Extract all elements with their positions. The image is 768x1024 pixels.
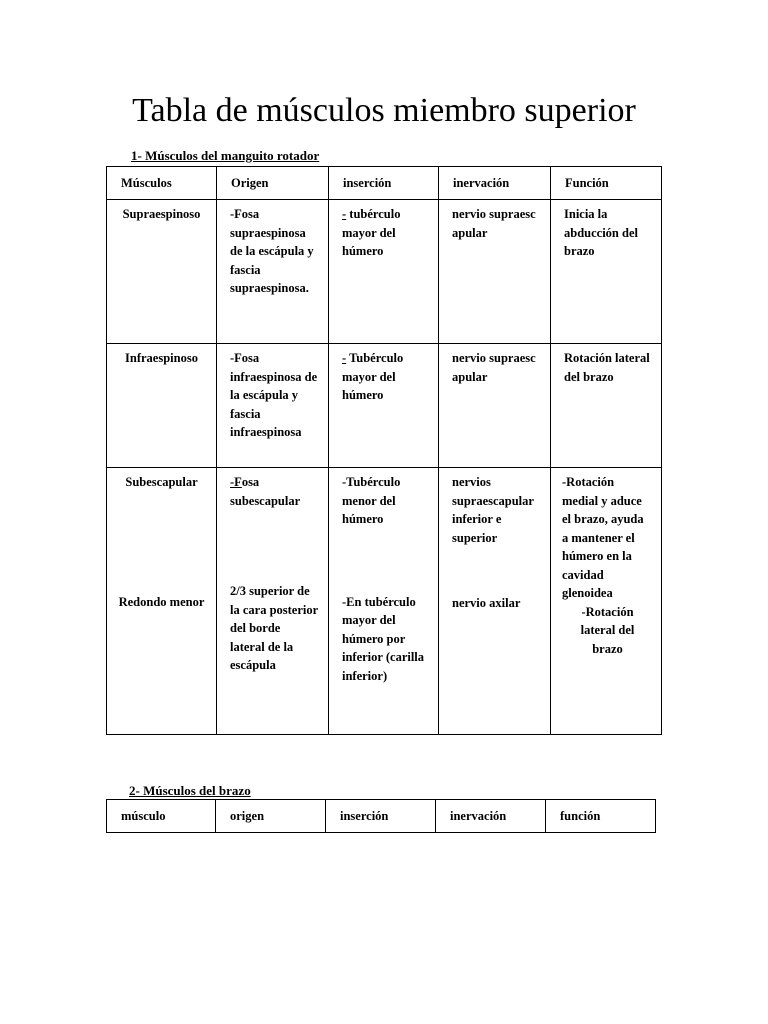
muscle-name: Infraespinoso bbox=[107, 344, 217, 468]
muscle-name: Redondo menor bbox=[118, 594, 205, 609]
column-header: inervación bbox=[439, 167, 551, 200]
column-header: músculo bbox=[107, 800, 216, 833]
insertion-redondo-menor: -En tubérculo mayor del húmero por inferior (carilla inferior) bbox=[342, 594, 425, 683]
muscle-name: Subescapular bbox=[125, 475, 198, 489]
insertion-cell bbox=[329, 468, 439, 735]
rotator-cuff-table bbox=[106, 166, 662, 735]
muscle-name-cell bbox=[107, 468, 217, 735]
section-2-heading: 2- Músculos del brazo bbox=[129, 783, 251, 798]
insertion-subescapular: -Tubérculo menor del húmero bbox=[342, 475, 401, 526]
origin-cell: -Fosa infraespinosa de la escápula y fascia infraespinosa bbox=[217, 344, 329, 468]
column-header: origen bbox=[216, 800, 326, 833]
function-subescapular: -Rotación medial y aduce el brazo, ayuda a mantener el húmero en la cavidad glenoidea bbox=[562, 475, 644, 600]
function-cell: Inicia la abducción del brazo bbox=[551, 200, 662, 344]
function-cell bbox=[551, 468, 662, 735]
origin-subescapular bbox=[230, 473, 318, 510]
origin-cell bbox=[217, 468, 329, 735]
origin-underlined: -F bbox=[230, 475, 242, 489]
innervation-redondo-menor: nervio axilar bbox=[452, 596, 521, 610]
table-row bbox=[107, 468, 662, 735]
function-redondo-menor: -Rotación lateral del brazo bbox=[580, 604, 635, 656]
column-header: inserción bbox=[329, 167, 439, 200]
insertion-dash: - bbox=[342, 207, 347, 221]
origin-cell: -Fosa supraespinosa de la escápula y fascia supraespinosa. bbox=[217, 200, 329, 344]
innervation-cell bbox=[439, 468, 551, 735]
column-header: inserción bbox=[326, 800, 436, 833]
insertion-cell bbox=[329, 344, 439, 468]
innervation-subescapular: nervios supraescapular inferior e superior bbox=[452, 475, 534, 545]
innervation-cell: nervio supraescapular bbox=[439, 344, 551, 468]
origin-redondo-menor: 2/3 superior de la cara posterior del borde lateral de la escápula bbox=[230, 584, 318, 672]
column-header: función bbox=[546, 800, 656, 833]
table-header-row bbox=[107, 800, 656, 833]
section-1-heading: 1- Músculos del manguito rotador bbox=[131, 148, 320, 163]
innervation-cell: nervio supraescapular bbox=[439, 200, 551, 344]
muscle-name: Supraespinoso bbox=[107, 200, 217, 344]
column-header: Músculos bbox=[107, 167, 217, 200]
table-row bbox=[107, 344, 662, 468]
insertion-text: Tubérculo mayor del húmero bbox=[342, 351, 404, 402]
column-header: inervación bbox=[436, 800, 546, 833]
column-header: Origen bbox=[217, 167, 329, 200]
table-header-row bbox=[107, 167, 662, 200]
arm-muscles-table bbox=[106, 799, 656, 833]
insertion-cell bbox=[329, 200, 439, 344]
page-title: Tabla de músculos miembro superior bbox=[132, 92, 636, 129]
origin-text: osa subescapular bbox=[230, 475, 301, 508]
insertion-text: tubérculo mayor del húmero bbox=[342, 207, 401, 258]
function-cell: Rotación lateral del brazo bbox=[551, 344, 662, 468]
table-row bbox=[107, 200, 662, 344]
column-header: Función bbox=[551, 167, 662, 200]
insertion-dash: - bbox=[342, 351, 347, 365]
